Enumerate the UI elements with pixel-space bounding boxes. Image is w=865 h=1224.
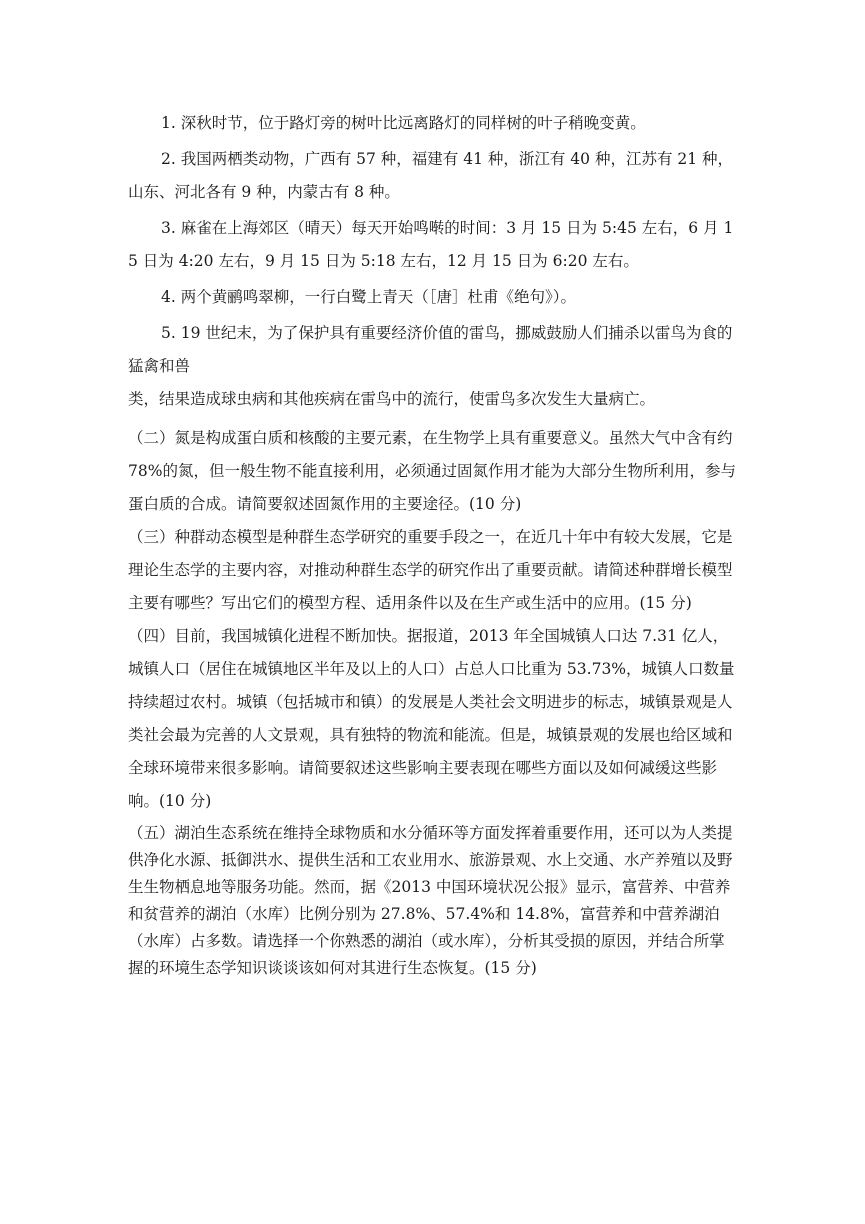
list-item: 2. 我国两栖类动物，广西有 57 种，福建有 41 种，浙江有 40 种，江苏有 21 种，山东、河北各有 9 种，内蒙古有 8 种。 bbox=[128, 150, 734, 201]
question-five: （五）湖泊生态系统在维持全球物质和水分循环等方面发挥着重要作用，还可以为人类提供净化水源、抵御洪水、提供生活和工农业用水、旅游景观、水上交通、水产养殖以及野生生物栖息地等服务功能。然而，据《2013 中国环境状况公报》显示，富营养、中营养和贫营养的湖泊（水库）比例分别为 27.8%、57.4%和 14.8%，富营养和中营养湖泊（水库）占多数。请选择一个你熟悉的湖泊（或水库），分析其受损的原因，并结合所掌握的环境生态学知识谈谈该如何对其进行生态恢复。(15 分) bbox=[128, 824, 733, 977]
list-item-continuation: 类，结果造成球虫病和其他疾病在雷鸟中的流行，使雷鸟多次发生大量病亡。 bbox=[128, 390, 656, 408]
question-two: （二）氮是构成蛋白质和核酸的主要元素，在生物学上具有重要意义。虽然大气中含有约78%的氮，但一般生物不能直接利用，必须通过固氮作用才能为大部分生物所利用，参与蛋白质的合成。请简要叙述固氮作用的主要途径。(10 分) bbox=[128, 429, 736, 513]
list-item: 1. 深秋时节，位于路灯旁的树叶比远离路灯的同样树的叶子稍晚变黄。 bbox=[161, 114, 646, 132]
document-body bbox=[128, 107, 738, 982]
list-item: 5. 19 世纪末，为了保护具有重要经济价值的雷鸟，挪威鼓励人们捕杀以雷鸟为食的猛禽和兽 bbox=[128, 324, 733, 375]
question-four: （四）目前，我国城镇化进程不断加快。据报道，2013 年全国城镇人口达 7.31 亿人，城镇人口（居住在城镇地区半年及以上的人口）占总人口比重为 53.73%，城镇人口数量持续超过农村。城镇（包括城市和镇）的发展是人类社会文明进步的标志，城镇景观是人类社会最为完善的人文景观，具有独特的物流和能流。但是，城镇景观的发展也给区域和全球环境带来很多影响。请简要叙述这些影响主要表现在哪些方面以及如何减缓这些影响。(10 分) bbox=[128, 627, 735, 810]
list-item: 4. 两个黄鹂鸣翠柳，一行白鹭上青天（［唐］杜甫《绝句》）。 bbox=[161, 288, 576, 306]
question-three: （三）种群动态模型是种群生态学研究的重要手段之一，在近几十年中有较大发展，它是理论生态学的主要内容，对推动种群生态学的研究作出了重要贡献。请简述种群增长模型主要有哪些？写出它们的模型方程、适用条件以及在生产或生活中的应用。(15 分) bbox=[128, 528, 733, 612]
list-item: 3. 麻雀在上海郊区（晴天）每天开始鸣啭的时间：3 月 15 日为 5:45 左右，6 月 15 日为 4:20 左右，9 月 15 日为 5:18 左右，12 月 15 日为 6:20 左右。 bbox=[128, 219, 734, 270]
